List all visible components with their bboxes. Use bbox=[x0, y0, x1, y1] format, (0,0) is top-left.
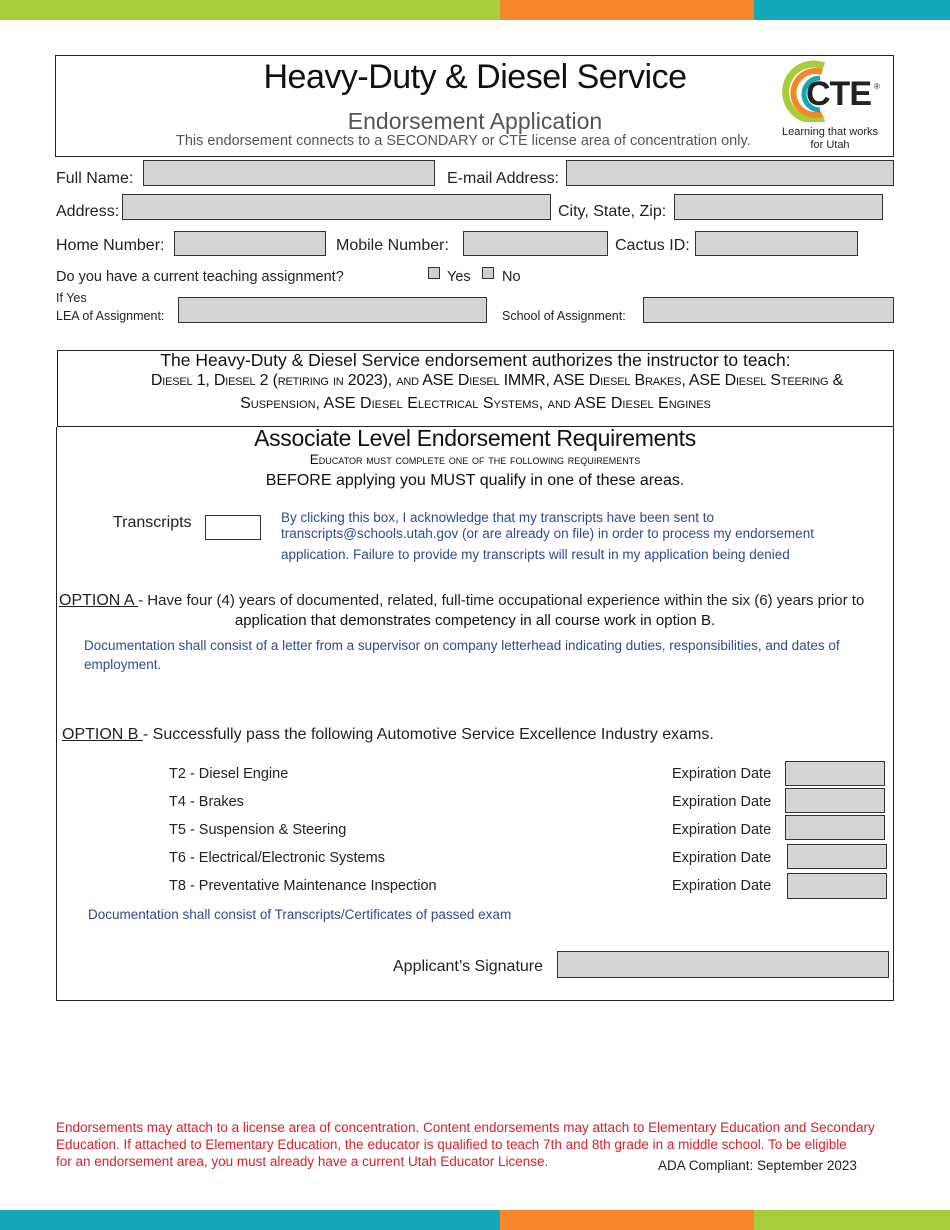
page-subtitle: Endorsement Application bbox=[347, 108, 603, 134]
cte-logo-registered: ® bbox=[874, 82, 880, 91]
cactus-id-field[interactable] bbox=[695, 231, 858, 256]
exam-expiration-field[interactable] bbox=[787, 844, 887, 869]
school-field[interactable] bbox=[643, 297, 894, 323]
header-note: This endorsement connects to a SECONDARY or CTE license area of concentration only. bbox=[176, 133, 751, 149]
authorization-line-2: Diesel 1, Diesel 2 (retiring in 2023), and ASE Diesel IMMR, ASE Diesel Brakes, ASE Diesel Steering & bbox=[150, 372, 844, 389]
email-label: E-mail Address: bbox=[447, 170, 560, 187]
yes-label: Yes bbox=[447, 269, 471, 285]
teaching-assignment-question: Do you have a current teaching assignment? bbox=[56, 269, 344, 285]
top-band-teal bbox=[754, 0, 950, 20]
full-name-field[interactable] bbox=[143, 160, 435, 186]
lea-field[interactable] bbox=[178, 297, 487, 323]
exam-name: T6 - Electrical/Electronic Systems bbox=[169, 850, 385, 866]
exam-expiration-label: Expiration Date bbox=[672, 766, 772, 782]
transcripts-note-1: By clicking this box, I acknowledge that my transcripts have been sent to bbox=[281, 510, 714, 525]
signature-label: Applicant’s Signature bbox=[393, 958, 544, 975]
cactus-id-label: Cactus ID: bbox=[615, 237, 690, 254]
yes-checkbox[interactable] bbox=[428, 267, 440, 279]
city-label: City, State, Zip: bbox=[558, 203, 667, 220]
exam-name: T8 - Preventative Maintenance Inspection bbox=[169, 878, 437, 894]
bottom-band-green bbox=[754, 1210, 950, 1230]
option-a-text-1: - Have four (4) years of documented, related, full-time occupational experience within the six (6) years prior to bbox=[138, 592, 865, 609]
exam-expiration-label: Expiration Date bbox=[672, 878, 772, 894]
option-a-label: OPTION A bbox=[59, 592, 139, 609]
transcripts-checkbox[interactable] bbox=[205, 515, 261, 540]
home-number-field[interactable] bbox=[174, 231, 326, 256]
full-name-label: Full Name: bbox=[56, 170, 134, 187]
option-b-text: - Successfully pass the following Automotive Service Excellence Industry exams. bbox=[142, 726, 714, 743]
bottom-band-orange bbox=[500, 1210, 754, 1230]
school-label: School of Assignment: bbox=[502, 309, 626, 323]
option-b-line bbox=[62, 726, 714, 744]
exam-name: T5 - Suspension & Steering bbox=[169, 822, 347, 838]
option-a-doc-1: Documentation shall consist of a letter from a supervisor on company letterhead indicating duties, responsibilities, and dates of bbox=[84, 638, 840, 653]
exam-expiration-field[interactable] bbox=[785, 815, 885, 840]
page-title: Heavy-Duty & Diesel Service bbox=[263, 58, 687, 96]
option-a-text-2: application that demonstrates competency in all course work in option B. bbox=[234, 612, 716, 629]
option-b-label: OPTION B bbox=[62, 726, 143, 743]
exam-expiration-label: Expiration Date bbox=[672, 822, 772, 838]
address-label: Address: bbox=[56, 203, 120, 220]
ada-compliant-note: ADA Compliant: September 2023 bbox=[658, 1158, 857, 1173]
top-band-green bbox=[0, 0, 500, 20]
cte-logo bbox=[780, 60, 884, 154]
home-number-label: Home Number: bbox=[56, 237, 165, 254]
exam-expiration-field[interactable] bbox=[785, 788, 885, 813]
address-field[interactable] bbox=[122, 194, 551, 220]
transcripts-label: Transcripts bbox=[113, 514, 192, 531]
cte-logo-text: CTE bbox=[806, 75, 871, 113]
option-a-doc-2: employment. bbox=[84, 657, 162, 672]
footer-note-3: for an endorsement area, you must already have a current Utah Educator License. bbox=[56, 1154, 549, 1169]
exam-name: T4 - Brakes bbox=[169, 794, 244, 810]
cte-logo-tagline-1: Learning that works bbox=[782, 126, 878, 138]
option-b-doc: Documentation shall consist of Transcripts/Certificates of passed exam bbox=[88, 907, 512, 922]
exam-expiration-field[interactable] bbox=[787, 873, 887, 899]
signature-field[interactable] bbox=[557, 951, 889, 978]
cte-logo-tagline-2: for Utah bbox=[810, 139, 850, 151]
mobile-number-field[interactable] bbox=[463, 231, 608, 256]
requirements-subheading: Educator must complete one of the following requirements bbox=[309, 452, 641, 467]
mobile-number-label: Mobile Number: bbox=[336, 237, 449, 254]
no-checkbox[interactable] bbox=[482, 267, 494, 279]
option-a-line-1 bbox=[59, 592, 864, 610]
lea-label: LEA of Assignment: bbox=[56, 309, 165, 323]
top-band-orange bbox=[500, 0, 754, 20]
exam-expiration-field[interactable] bbox=[785, 761, 885, 786]
authorization-line-3: Suspension, ASE Diesel Electrical Systems, and ASE Diesel Engines bbox=[240, 395, 711, 412]
requirements-before-note: BEFORE applying you MUST qualify in one of these areas. bbox=[265, 472, 685, 489]
transcripts-note-3: application. Failure to provide my transcripts will result in my application being denied bbox=[281, 547, 790, 562]
exam-name: T2 - Diesel Engine bbox=[169, 766, 289, 782]
bottom-band-teal bbox=[0, 1210, 500, 1230]
transcripts-note-2: transcripts@schools.utah.gov (or are already on file) in order to process my endorsement bbox=[281, 526, 814, 541]
exam-expiration-label: Expiration Date bbox=[672, 794, 772, 810]
no-label: No bbox=[502, 269, 521, 285]
footer-note-1: Endorsements may attach to a license area of concentration. Content endorsements may attach to Elementary Education and Secondary bbox=[56, 1120, 875, 1135]
email-field[interactable] bbox=[566, 160, 894, 186]
footer-note-2: Education. If attached to Elementary Education, the educator is qualified to teach 7th and 8th grade in a middle school. To be eligible bbox=[56, 1137, 847, 1152]
city-state-zip-field[interactable] bbox=[674, 194, 883, 220]
requirements-heading: Associate Level Endorsement Requirements bbox=[254, 425, 696, 451]
authorization-line-1: The Heavy-Duty & Diesel Service endorsement authorizes the instructor to teach: bbox=[160, 350, 791, 370]
exam-expiration-label: Expiration Date bbox=[672, 850, 772, 866]
if-yes-label: If Yes bbox=[56, 291, 87, 305]
